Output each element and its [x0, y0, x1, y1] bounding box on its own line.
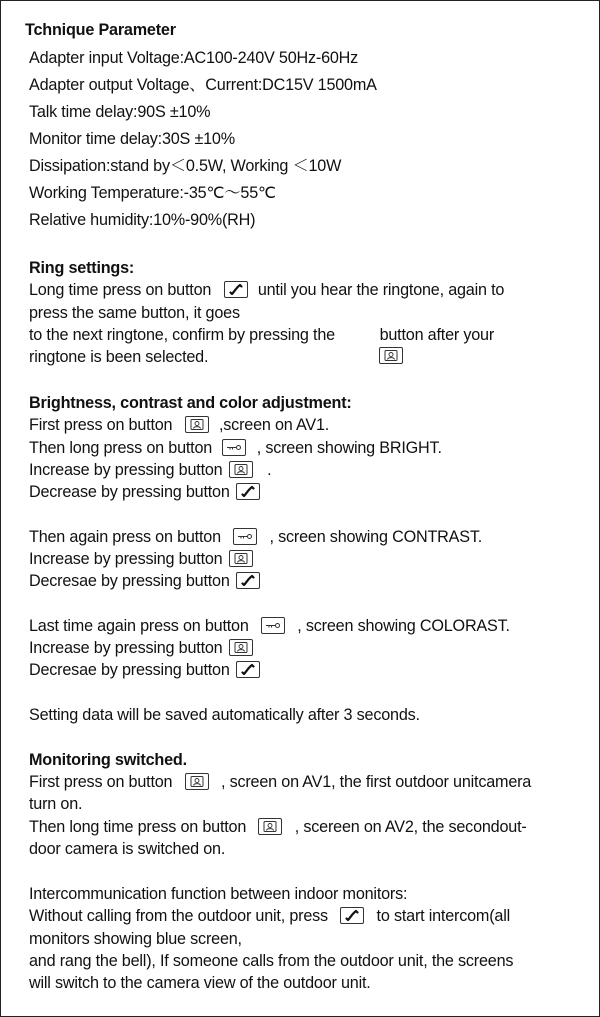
tech-heading: Tchnique Parameter: [25, 21, 176, 39]
bright-text: , screen showing COLORAST.: [297, 617, 510, 635]
bright-text: Then again press on button: [29, 528, 221, 546]
key-icon: [222, 439, 246, 456]
bright-line: [29, 460, 271, 480]
tech-row: Adapter output Voltage、Current:DC15V 1500mA: [29, 76, 377, 94]
tech-row: Monitor time delay:30S ±10%: [29, 130, 235, 148]
bright-line: [29, 438, 442, 458]
intercom-text: to start intercom(all: [376, 907, 510, 925]
ring-text: Long time press on button: [29, 281, 212, 299]
phone-icon: [340, 907, 364, 924]
bright-line: [29, 415, 329, 435]
bright-text: Last time again press on button: [29, 617, 249, 635]
intercom-line: Intercommunication function between indoor monitors:: [29, 885, 408, 903]
ring-line: [29, 325, 494, 345]
intercom-line: monitors showing blue screen,: [29, 930, 242, 948]
ring-line: [29, 280, 504, 300]
bright-text: Increase by pressing button: [29, 639, 223, 657]
tech-row: Talk time delay:90S ±10%: [29, 103, 211, 121]
monitor-icon: [229, 639, 253, 656]
ring-text: until you hear the ringtone, again to: [257, 281, 505, 299]
intercom-line: will switch to the camera view of the outdoor unit.: [29, 974, 371, 992]
tech-row: Relative humidity:10%-90%(RH): [29, 211, 256, 229]
bright-text: Then long press on button: [29, 439, 213, 457]
monitor-icon: [185, 416, 209, 433]
phone-icon: [236, 572, 260, 589]
tech-row: Adapter input Voltage:AC100-240V 50Hz-60Hz: [29, 49, 359, 67]
phone-icon: [236, 483, 260, 500]
monitor-line: [29, 772, 531, 792]
phone-icon: [224, 281, 248, 298]
ring-heading: Ring settings:: [29, 259, 135, 277]
monitor-icon: [379, 347, 403, 364]
monitor-line: door camera is switched on.: [29, 840, 226, 858]
monitor-text: , screen on AV1, the first outdoor unitcamera: [220, 773, 532, 791]
ring-text: to the next ringtone, confirm by pressing the: [29, 326, 335, 344]
bright-line: [29, 660, 260, 680]
intercom-text: Without calling from the outdoor unit, press: [29, 907, 328, 925]
ring-line: ringtone is been selected.: [29, 348, 209, 366]
phone-icon: [236, 661, 260, 678]
bright-line: [29, 527, 482, 547]
bright-text: , screen showing CONTRAST.: [269, 528, 483, 546]
intercom-line: [29, 906, 510, 926]
bright-text: , screen showing BRIGHT.: [256, 439, 442, 457]
key-icon: [261, 617, 285, 634]
ring-text: button after your: [379, 326, 495, 344]
bright-line: [29, 571, 260, 591]
bright-heading: Brightness, contrast and color adjustment:: [29, 394, 352, 412]
monitor-icon: [185, 773, 209, 790]
tech-row: Dissipation:stand by＜0.5W, Working ＜10W: [29, 157, 342, 175]
tech-row: Working Temperature:-35℃～55℃: [29, 184, 276, 202]
bright-text: Increase by pressing button: [29, 550, 223, 568]
bright-text: .: [267, 461, 272, 479]
key-icon: [233, 528, 257, 545]
bright-text: Decrease by pressing button: [29, 483, 230, 501]
intercom-line: and rang the bell), If someone calls from the outdoor unit, the screens: [29, 952, 514, 970]
ring-line: press the same button, it goes: [29, 304, 240, 322]
bright-text: ,screen on AV1.: [218, 416, 330, 434]
monitor-heading: Monitoring switched.: [29, 751, 187, 769]
monitor-text: First press on button: [29, 773, 173, 791]
monitor-text: Then long time press on button: [29, 818, 247, 836]
bright-text: First press on button: [29, 416, 173, 434]
monitor-line: [29, 817, 527, 837]
monitor-icon: [258, 818, 282, 835]
monitor-text: , scereen on AV2, the secondout-: [294, 818, 527, 836]
bright-text: Decresae by pressing button: [29, 572, 230, 590]
monitor-icon: [229, 461, 253, 478]
bright-line: Setting data will be saved automatically after 3 seconds.: [29, 706, 420, 724]
monitor-icon: [229, 550, 253, 567]
bright-text: Decresae by pressing button: [29, 661, 230, 679]
bright-text: Increase by pressing button: [29, 461, 223, 479]
monitor-line: turn on.: [29, 795, 83, 813]
bright-line: [29, 549, 253, 569]
bright-line: [29, 616, 510, 636]
bright-line: [29, 638, 253, 658]
bright-line: [29, 482, 260, 502]
